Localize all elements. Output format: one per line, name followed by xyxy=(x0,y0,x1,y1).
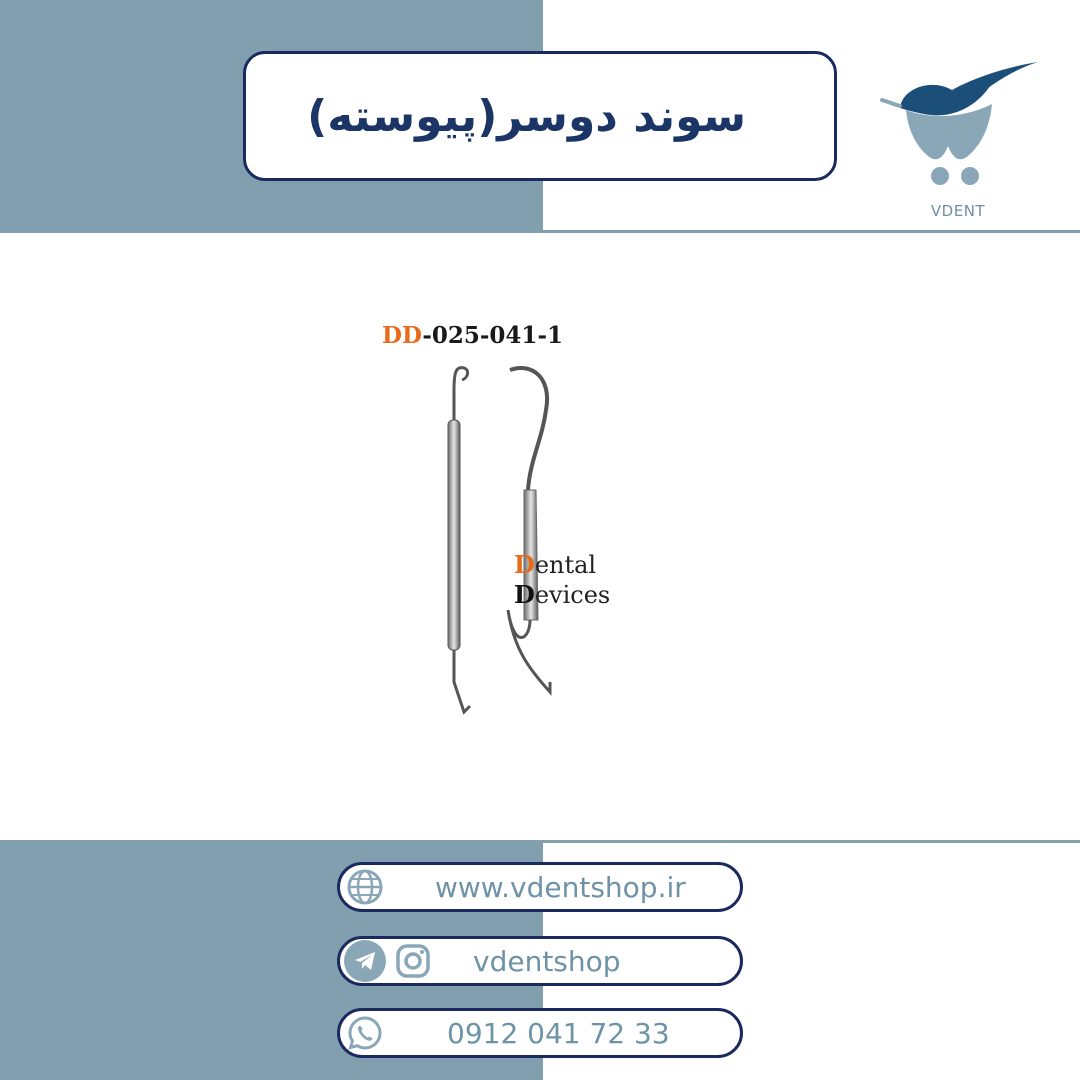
instagram-icon xyxy=(392,940,434,982)
social-handle-text: vdentshop xyxy=(473,944,621,978)
title-box xyxy=(243,51,837,181)
product-image xyxy=(372,310,680,720)
globe-icon xyxy=(344,866,386,908)
dental-probe-illustration xyxy=(372,310,680,720)
brand-word-1: ental xyxy=(534,551,597,579)
phone-text: 0912 041 72 33 xyxy=(447,1016,670,1050)
contact-social[interactable] xyxy=(337,936,743,986)
contact-whatsapp[interactable] xyxy=(337,1008,743,1058)
telegram-icon xyxy=(344,940,386,982)
tooth-cart-icon xyxy=(872,48,1042,223)
logo-brand-text: VDENT xyxy=(930,202,986,220)
page-title: سوند دوسر(پیوسته) xyxy=(307,90,746,142)
product-code-number: -025-041-1 xyxy=(422,322,563,349)
whatsapp-icon xyxy=(344,1012,386,1054)
dental-devices-watermark xyxy=(514,550,610,610)
product-code xyxy=(382,322,563,349)
contact-website[interactable] xyxy=(337,862,743,912)
brand-cap-1: D xyxy=(514,550,535,579)
product-code-prefix: DD xyxy=(382,322,423,349)
brand-word-2: evices xyxy=(534,581,611,609)
brand-cap-2: D xyxy=(514,580,535,609)
website-text: www.vdentshop.ir xyxy=(435,870,686,904)
